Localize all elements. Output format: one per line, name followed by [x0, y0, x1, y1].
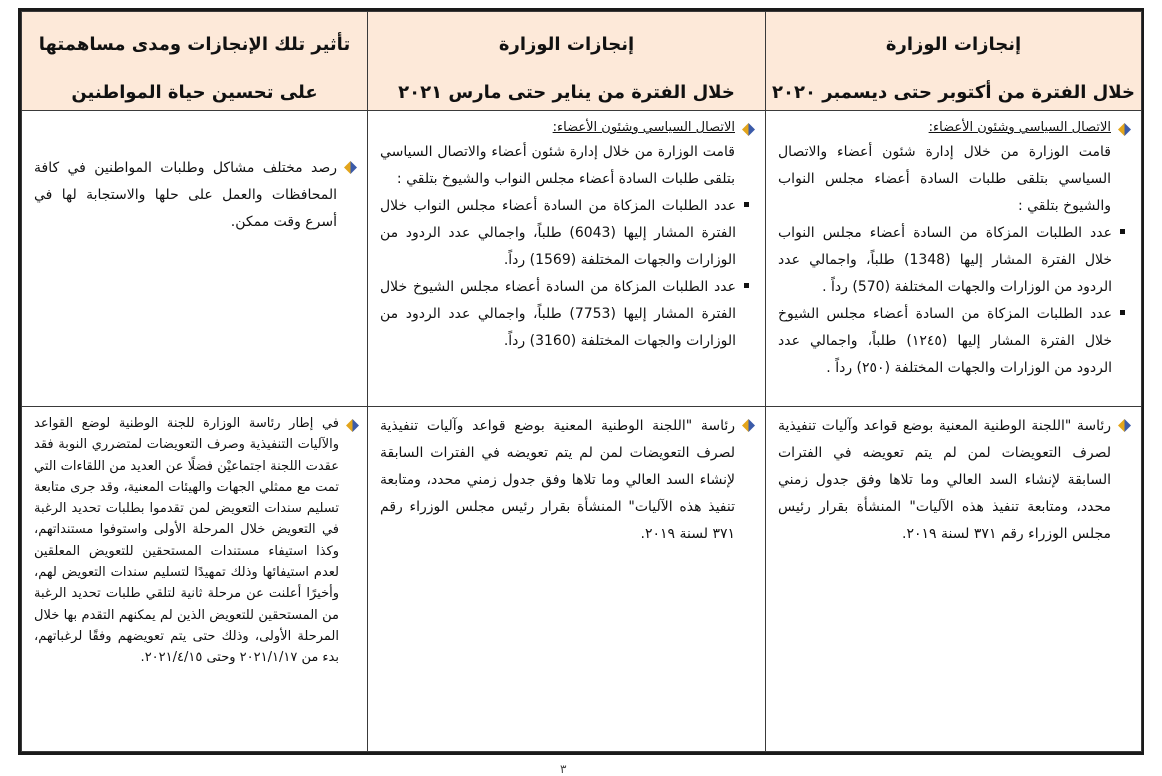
row-political-communication: [22, 111, 1142, 407]
arrow-bullet-icon: [1115, 413, 1131, 548]
list-item: [380, 193, 751, 274]
row2-col2-text: رئاسة "اللجنة الوطنية المعنية بوضع قواعد وآليات تنفيذية لصرف التعويضات لمن لم يتم تعويضه في الفترات السابقة لإنشاء السد العالي وما تلاها وفق جدول زمني محدد، ومتابعة تنفيذ هذه الآليات" المنشأة بقرار رئيس مجلس الوزراء رقم ٣٧١ لسنة ٢٠١٩.: [380, 418, 735, 542]
header-col-1-line2: خلال الفترة من أكتوبر حتى ديسمبر ٢٠٢٠: [772, 82, 1135, 103]
row2-col3-text: في إطار رئاسة الوزارة للجنة الوطنية لوضع القواعد والآليات التنفيذية وصرف التعويضات لمتضرري النوبة فقد عقدت اللجنة اجتماعيْن فضلًا عن العديد من اللقاءات التي تمت مع ممثلي الجهات والهيئات المعنية، وقد جرى متابعة تسليم سندات التعويض لمن تقدموا بطلبات تحديد الرغبة في التعويض خلال المرحلة الأولى واستوفوا مستنداتهم، وكذا استيفاء مستندات المستحقين للتعويض المعلقين لعدم استيفائها وذلك تمهيدًا لتسليم سندات التعويض لهم، وأخيرًا أعلنت عن مرحلة ثانية لتلقي طلبات تحديد الرغبة من المستحقين للتعويض الذين لم يمكنهم التقدم بها خلال المرحلة الأولى، وذلك حتى يتم تعويضهم وفقًا لرغباتهم، بدء من ٢٠٢١/١/١٧ وحتى ٢٠٢١/٤/١٥.: [34, 416, 339, 666]
header-col-2-line2: خلال الفترة من يناير حتى مارس ٢٠٢١: [398, 82, 735, 103]
row1-col3-text: رصد مختلف مشاكل وطلبات المواطنين في كافة المحافظات والعمل على حلها والاستجابة لها في أسرع وقت ممكن.: [34, 160, 337, 230]
page-number: ٣: [560, 762, 567, 776]
row1-col3: [22, 111, 368, 407]
row1-col2-item1: عدد الطلبات المزكاة من السادة أعضاء مجلس النواب خلال الفترة المشار إليها (6043) طلباً، واجمالي عدد الردود من الوزارات والجهات المختلفة (1569) رداً.: [380, 198, 736, 268]
row1-col2-intro: قامت الوزارة من خلال إدارة شئون أعضاء والاتصال السياسي بتلقى طلبات السادة أعضاء مجلس النواب والشيوخ بتلقي :: [380, 144, 735, 187]
square-bullet-icon: [744, 202, 749, 207]
header-col-2: [368, 12, 766, 111]
row1-col2-item2: عدد الطلبات المزكاة من السادة أعضاء مجلس الشيوخ خلال الفترة المشار إليها (7753) طلباً، واجمالي عدد الردود من الوزارات والجهات المختلفة (3160) رداً.: [380, 279, 736, 349]
row1-col1-item1: عدد الطلبات المزكاة من السادة أعضاء مجلس النواب خلال الفترة المشار إليها (1348) طلباً، واجمالي عدد الردود من الوزارات والجهات المختلفة (570) رداً .: [778, 225, 1113, 295]
arrow-bullet-icon: [739, 413, 755, 548]
header-col-1: [766, 12, 1142, 111]
row1-col2-subtitle: الاتصال السياسي وشئون الأعضاء:: [552, 120, 735, 135]
header-col-3-line2: على تحسين حياة المواطنين: [71, 82, 318, 103]
header-col-3-line1: تأثير تلك الإنجازات ومدى مساهمتها: [38, 34, 351, 55]
header-col-1-line1: إنجازات الوزارة: [885, 34, 1022, 55]
list-item: [778, 301, 1127, 382]
achievements-table: [21, 11, 1142, 752]
list-item: [380, 274, 751, 355]
arrow-bullet-icon: [343, 413, 359, 669]
row2-col2: [368, 407, 766, 752]
square-bullet-icon: [1120, 229, 1125, 234]
row-nubia-compensation: [22, 407, 1142, 752]
arrow-bullet-icon: [341, 155, 357, 236]
arrow-bullet-icon: [1115, 117, 1131, 139]
row2-col1: [766, 407, 1142, 752]
header-col-2-line1: إنجازات الوزارة: [498, 34, 635, 55]
square-bullet-icon: [1120, 310, 1125, 315]
row1-col1-item2: عدد الطلبات المزكاة من السادة أعضاء مجلس الشيوخ خلال الفترة المشار إليها (١٢٤٥) طلباً، واجمالي عدد الردود من الوزارات والجهات المختلفة (٢٥٠) رداً .: [778, 306, 1112, 376]
row1-col2: [368, 111, 766, 407]
row2-col3: [22, 407, 368, 752]
arrow-bullet-icon: [739, 117, 755, 139]
row2-col1-text: رئاسة "اللجنة الوطنية المعنية بوضع قواعد وآليات تنفيذية لصرف التعويضات لمن لم يتم تعويضه في الفترات السابقة لإنشاء السد العالي وما تلاها وفق جدول زمني محدد، ومتابعة تنفيذ هذه الآليات" المنشأة بقرار رئيس مجلس الوزراء رقم ٣٧١ لسنة ٢٠١٩.: [778, 418, 1111, 542]
list-item: [778, 220, 1127, 301]
row1-col1-subtitle: الاتصال السياسي وشئون الأعضاء:: [928, 120, 1111, 135]
header-row: [22, 12, 1142, 111]
row1-col1-intro: قامت الوزارة من خلال إدارة شئون أعضاء والاتصال السياسي بتلقى طلبات السادة أعضاء مجلس النواب والشيوخ بتلقي :: [778, 144, 1111, 214]
square-bullet-icon: [744, 283, 749, 288]
row1-col1: [766, 111, 1142, 407]
header-col-3: [22, 12, 368, 111]
